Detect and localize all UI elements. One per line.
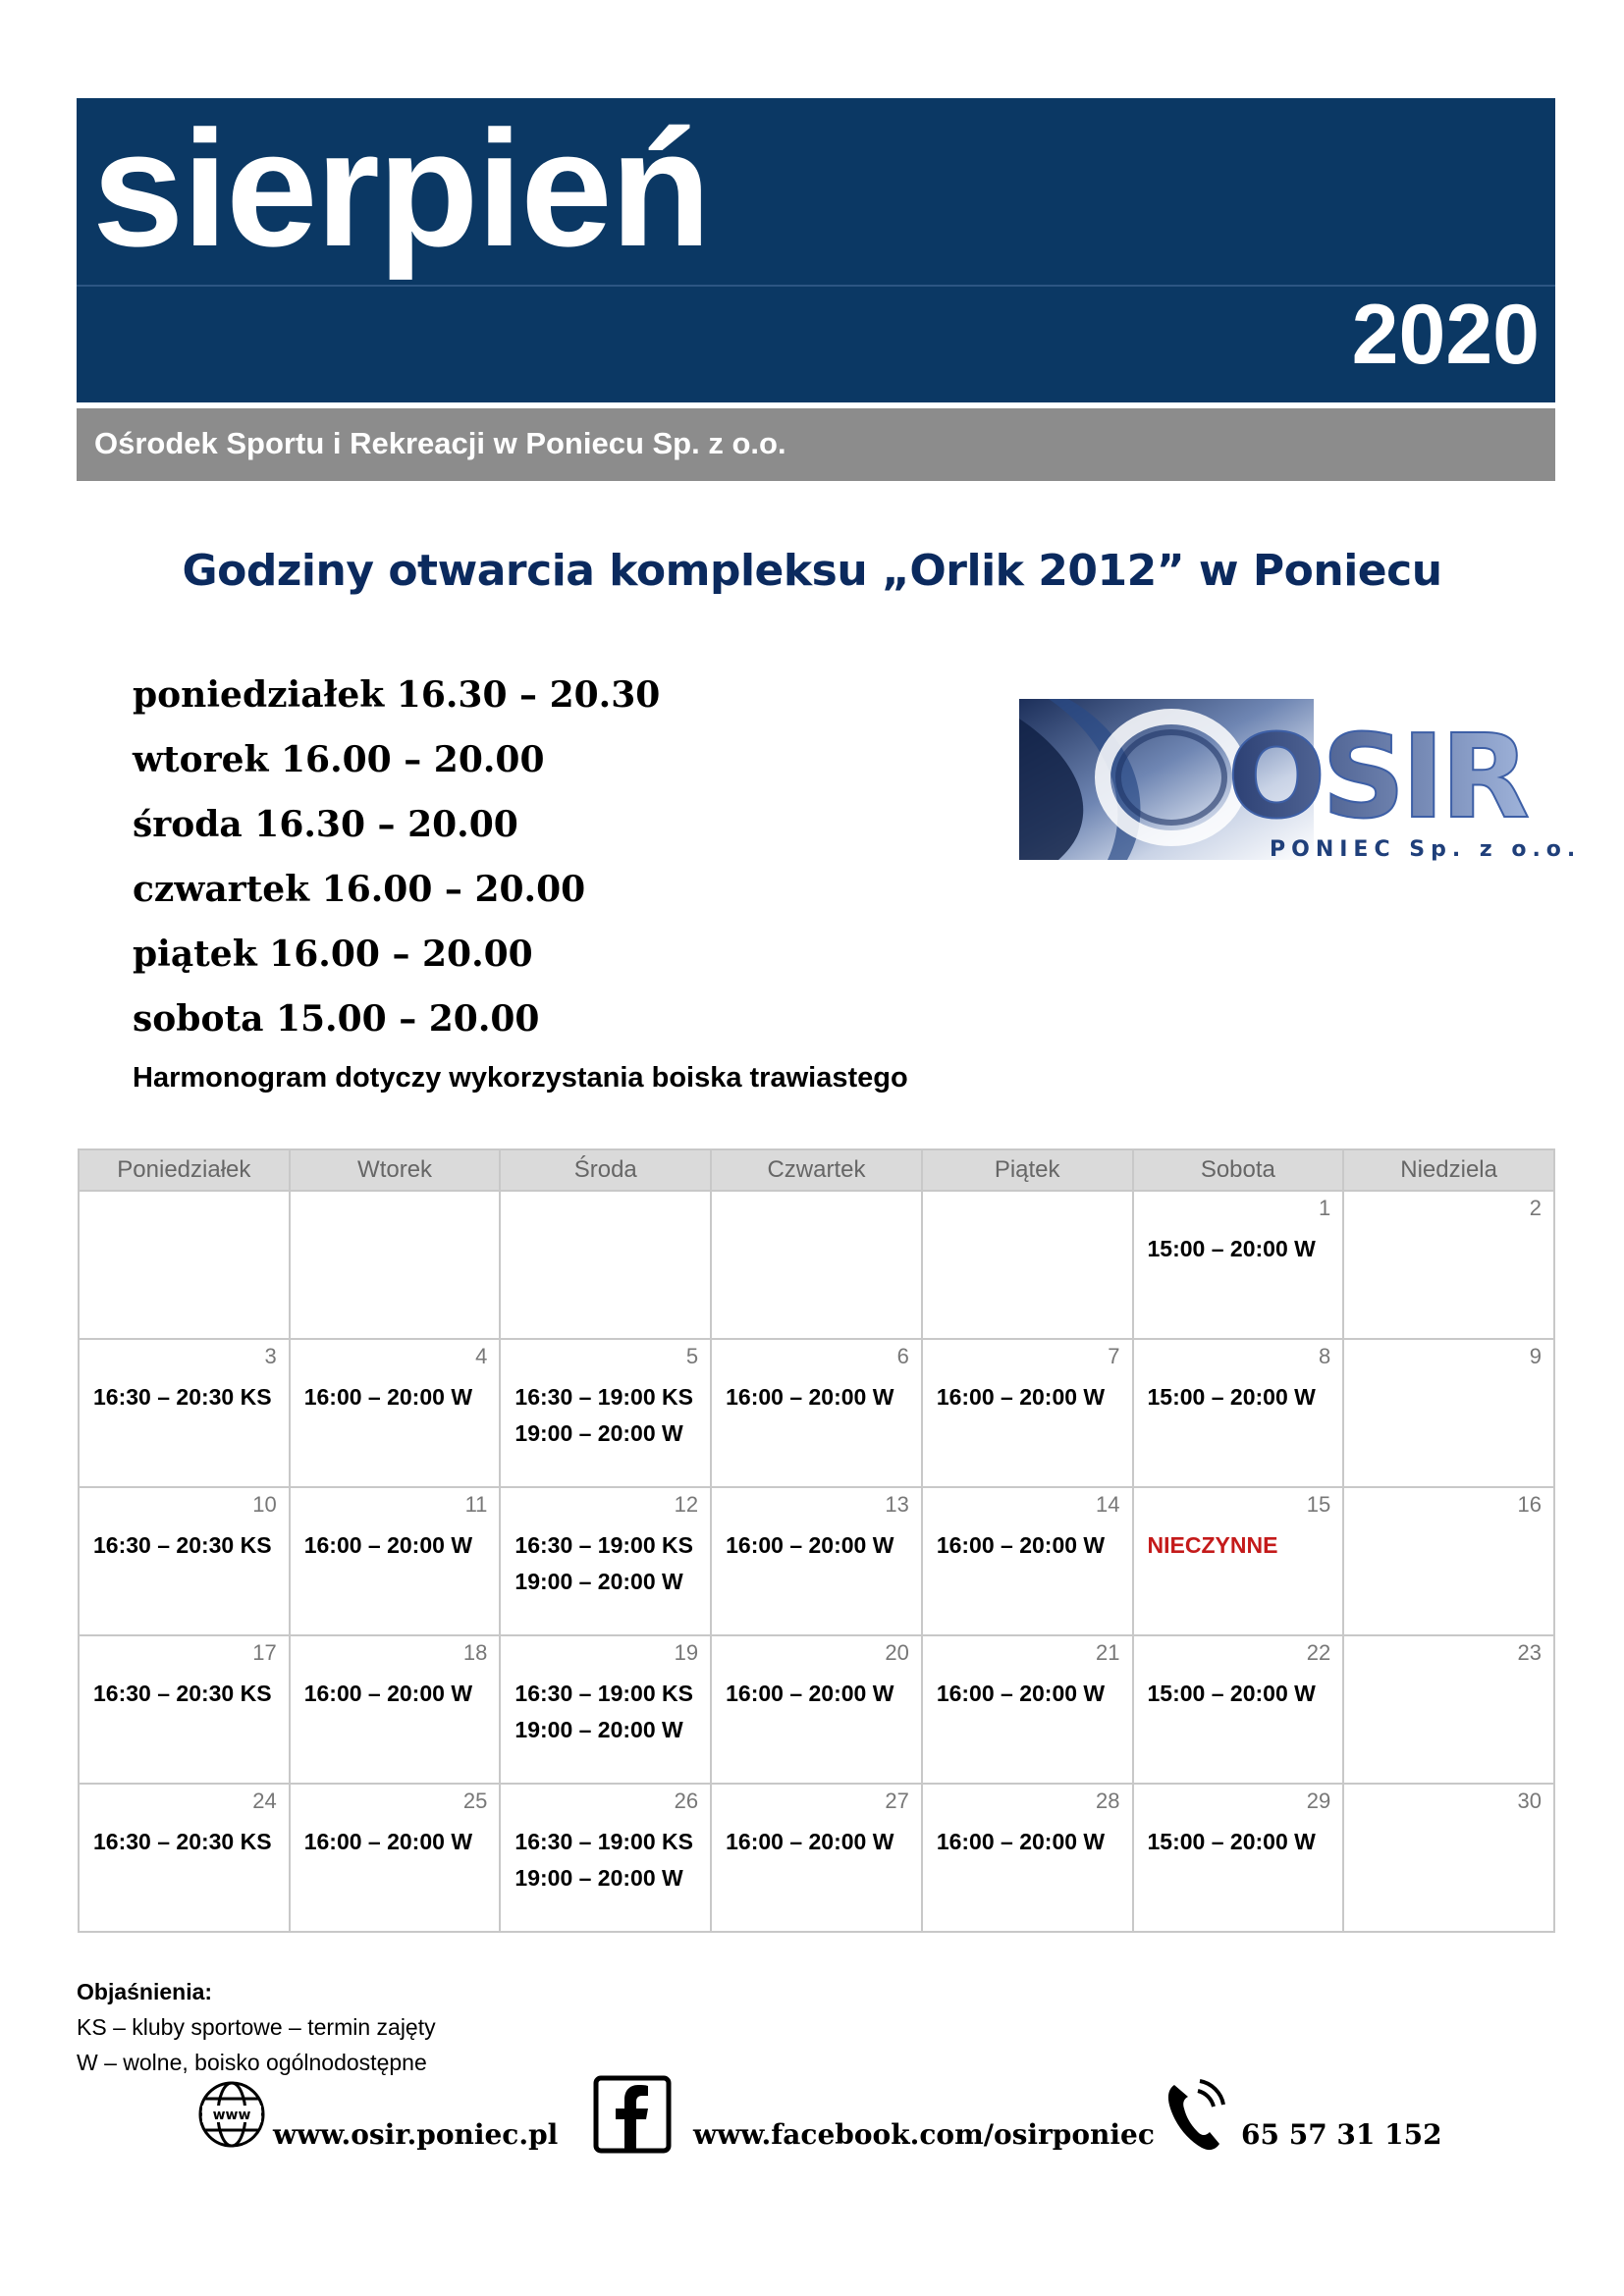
time-slot: 15:00 – 20:00 W — [1147, 1236, 1316, 1261]
day-number: 26 — [674, 1789, 699, 1813]
calendar-day-cell — [1343, 1339, 1554, 1487]
time-slot: 16:00 – 20:00 W — [726, 1681, 894, 1706]
calendar-day-cell — [79, 1487, 290, 1635]
calendar-day-cell — [500, 1635, 711, 1784]
legend-title: Objaśnienia: — [77, 1979, 213, 2004]
calendar-day-cell — [290, 1784, 501, 1932]
logo-subtitle: PONIEC Sp. z o.o. — [1270, 837, 1582, 862]
time-slot: 19:00 – 20:00 W — [514, 1569, 683, 1594]
day-number: 14 — [1096, 1492, 1120, 1517]
day-number: 18 — [462, 1640, 488, 1665]
facebook-icon — [593, 2075, 672, 2154]
day-number: 11 — [464, 1492, 488, 1517]
time-slot: 16:30 – 20:30 KS — [93, 1681, 272, 1706]
calendar-day-cell — [711, 1784, 922, 1932]
day-entries — [304, 1379, 472, 1415]
day-entries — [1148, 1676, 1316, 1712]
calendar-day-cell — [922, 1784, 1133, 1932]
calendar-day-cell — [290, 1339, 501, 1487]
calendar-header-cell: Środa — [500, 1149, 711, 1191]
day-number: 19 — [674, 1640, 699, 1665]
time-slot: 16:30 – 19:00 KS — [514, 1384, 693, 1410]
day-number: 9 — [1529, 1344, 1542, 1368]
calendar-day-cell — [79, 1635, 290, 1784]
facebook-link[interactable]: www.facebook.com/osirponiec — [693, 2118, 1155, 2151]
day-number: 22 — [1306, 1640, 1331, 1665]
day-number: 3 — [264, 1344, 277, 1368]
day-entries — [1148, 1527, 1278, 1564]
time-slot: 16:30 – 20:30 KS — [93, 1384, 272, 1410]
calendar-day-cell — [711, 1191, 922, 1339]
calendar-day-cell — [711, 1487, 922, 1635]
calendar-day-cell — [290, 1635, 501, 1784]
calendar-header-cell: Czwartek — [711, 1149, 922, 1191]
calendar-day-cell — [1343, 1487, 1554, 1635]
day-number: 13 — [885, 1492, 909, 1517]
day-entries — [93, 1379, 272, 1415]
header-divider — [77, 285, 1555, 287]
calendar-day-cell — [79, 1339, 290, 1487]
calendar-day-cell — [711, 1635, 922, 1784]
time-slot: 16:30 – 19:00 KS — [514, 1681, 693, 1706]
time-slot: 16:30 – 19:00 KS — [514, 1532, 693, 1558]
calendar-day-cell — [500, 1487, 711, 1635]
day-entries — [514, 1379, 693, 1452]
calendar-day-cell — [1343, 1635, 1554, 1784]
calendar-week-row — [79, 1339, 1554, 1487]
day-entries — [1148, 1379, 1316, 1415]
day-entries — [304, 1527, 472, 1564]
time-slot: 19:00 – 20:00 W — [514, 1420, 683, 1446]
organization-name: Ośrodek Sportu i Rekreacji w Poniecu Sp. z o.o. — [94, 426, 786, 460]
logo-text: OSIR — [1227, 709, 1527, 844]
day-number: 29 — [1306, 1789, 1331, 1813]
legend-item: W – wolne, boisko ogólnodostępne — [77, 2050, 427, 2075]
calendar-day-cell — [500, 1339, 711, 1487]
time-slot: 16:00 – 20:00 W — [936, 1829, 1106, 1854]
legend-item: KS – kluby sportowe – termin zajęty — [77, 2014, 436, 2040]
harmonogram-note: Harmonogram dotyczy wykorzystania boiska trawiastego — [133, 1062, 908, 1094]
phone-number[interactable]: 65 57 31 152 — [1241, 2118, 1442, 2151]
day-entries — [937, 1676, 1105, 1712]
day-entries — [514, 1676, 693, 1748]
day-number: 10 — [252, 1492, 277, 1517]
day-number: 6 — [896, 1344, 909, 1368]
calendar-day-cell — [290, 1487, 501, 1635]
hours-wednesday: środa 16.30 – 20.00 — [133, 804, 518, 845]
day-number: 30 — [1517, 1789, 1542, 1813]
time-slot: 19:00 – 20:00 W — [514, 1865, 683, 1891]
hours-friday: piątek 16.00 – 20.00 — [133, 934, 533, 975]
day-number: 16 — [1517, 1492, 1542, 1517]
calendar-table — [78, 1148, 1555, 1933]
calendar-day-cell — [79, 1191, 290, 1339]
day-entries — [304, 1676, 472, 1712]
day-entries — [304, 1824, 472, 1860]
time-slot: 19:00 – 20:00 W — [514, 1717, 683, 1742]
calendar-header-cell: Wtorek — [290, 1149, 501, 1191]
calendar-day-cell — [500, 1784, 711, 1932]
legend — [77, 1974, 436, 2080]
year-label: 2020 — [1351, 288, 1540, 382]
closed-label: NIECZYNNE — [1147, 1532, 1278, 1558]
time-slot: 16:00 – 20:00 W — [936, 1681, 1106, 1706]
page-title: Godziny otwarcia kompleksu „Orlik 2012” w Poniecu — [182, 546, 1442, 596]
calendar-day-cell — [922, 1191, 1133, 1339]
time-slot: 16:30 – 20:30 KS — [93, 1532, 272, 1558]
time-slot: 15:00 – 20:00 W — [1147, 1681, 1316, 1706]
calendar-day-cell — [290, 1191, 501, 1339]
calendar-day-cell — [1343, 1191, 1554, 1339]
calendar-week-row — [79, 1191, 1554, 1339]
month-title: sierpień — [92, 96, 710, 281]
calendar-header-cell: Poniedziałek — [79, 1149, 290, 1191]
day-entries — [93, 1527, 272, 1564]
time-slot: 15:00 – 20:00 W — [1147, 1829, 1316, 1854]
calendar-day-cell — [500, 1191, 711, 1339]
calendar-day-cell — [1133, 1191, 1344, 1339]
day-entries — [937, 1824, 1105, 1860]
calendar-header-cell: Niedziela — [1343, 1149, 1554, 1191]
time-slot: 16:00 – 20:00 W — [726, 1532, 894, 1558]
day-number: 24 — [252, 1789, 277, 1813]
day-entries — [1148, 1824, 1316, 1860]
calendar-week-row — [79, 1487, 1554, 1635]
day-entries — [726, 1379, 893, 1415]
day-number: 1 — [1318, 1196, 1331, 1220]
day-number: 28 — [1096, 1789, 1120, 1813]
calendar-day-cell — [711, 1339, 922, 1487]
day-number: 17 — [252, 1640, 277, 1665]
calendar-header-cell: Piątek — [922, 1149, 1133, 1191]
day-number: 4 — [475, 1344, 488, 1368]
calendar-week-row — [79, 1784, 1554, 1932]
osir-logo — [1019, 699, 1582, 866]
day-entries — [93, 1676, 272, 1712]
phone-icon — [1164, 2075, 1229, 2154]
calendar-day-cell — [1133, 1635, 1344, 1784]
opening-hours — [133, 669, 660, 1058]
hours-saturday: sobota 15.00 – 20.00 — [133, 998, 540, 1040]
day-entries — [514, 1527, 693, 1600]
calendar-day-cell — [922, 1635, 1133, 1784]
calendar-day-cell — [1133, 1784, 1344, 1932]
calendar-header-row — [79, 1149, 1554, 1191]
calendar-header-cell: Sobota — [1133, 1149, 1344, 1191]
day-entries — [1148, 1231, 1316, 1267]
calendar-body — [79, 1191, 1554, 1932]
day-entries — [726, 1824, 893, 1860]
day-number: 15 — [1306, 1492, 1331, 1517]
day-number: 5 — [685, 1344, 699, 1368]
calendar-week-row — [79, 1635, 1554, 1784]
time-slot: 16:30 – 20:30 KS — [93, 1829, 272, 1854]
day-number: 2 — [1529, 1196, 1542, 1220]
time-slot: 16:00 – 20:00 W — [936, 1384, 1106, 1410]
time-slot: 16:00 – 20:00 W — [303, 1532, 473, 1558]
time-slot: 16:00 – 20:00 W — [726, 1384, 894, 1410]
calendar-day-cell — [1343, 1784, 1554, 1932]
time-slot: 15:00 – 20:00 W — [1147, 1384, 1316, 1410]
time-slot: 16:00 – 20:00 W — [303, 1384, 473, 1410]
calendar-day-cell — [1133, 1339, 1344, 1487]
time-slot: 16:30 – 19:00 KS — [514, 1829, 693, 1854]
calendar-day-cell — [922, 1339, 1133, 1487]
time-slot: 16:00 – 20:00 W — [726, 1829, 894, 1854]
day-number: 21 — [1096, 1640, 1120, 1665]
day-entries — [514, 1824, 693, 1896]
day-entries — [726, 1527, 893, 1564]
hours-thursday: czwartek 16.00 – 20.00 — [133, 869, 586, 910]
day-entries — [726, 1676, 893, 1712]
day-number: 7 — [1108, 1344, 1120, 1368]
hours-tuesday: wtorek 16.00 – 20.00 — [133, 739, 545, 780]
day-number: 25 — [462, 1789, 488, 1813]
day-entries — [937, 1527, 1105, 1564]
day-number: 20 — [885, 1640, 909, 1665]
day-entries — [93, 1824, 272, 1860]
time-slot: 16:00 – 20:00 W — [303, 1681, 473, 1706]
day-number: 23 — [1517, 1640, 1542, 1665]
day-number: 12 — [674, 1492, 699, 1517]
time-slot: 16:00 – 20:00 W — [303, 1829, 473, 1854]
calendar-day-cell — [922, 1487, 1133, 1635]
calendar-day-cell — [79, 1784, 290, 1932]
day-number: 27 — [885, 1789, 909, 1813]
website-link[interactable]: www.osir.poniec.pl — [273, 2118, 559, 2151]
day-number: 8 — [1318, 1344, 1331, 1368]
globe-icon — [196, 2079, 267, 2150]
globe-www-label: www — [212, 2108, 251, 2123]
hours-monday: poniedziałek 16.30 – 20.30 — [133, 674, 661, 716]
calendar-day-cell — [1133, 1487, 1344, 1635]
day-entries — [937, 1379, 1105, 1415]
time-slot: 16:00 – 20:00 W — [936, 1532, 1106, 1558]
